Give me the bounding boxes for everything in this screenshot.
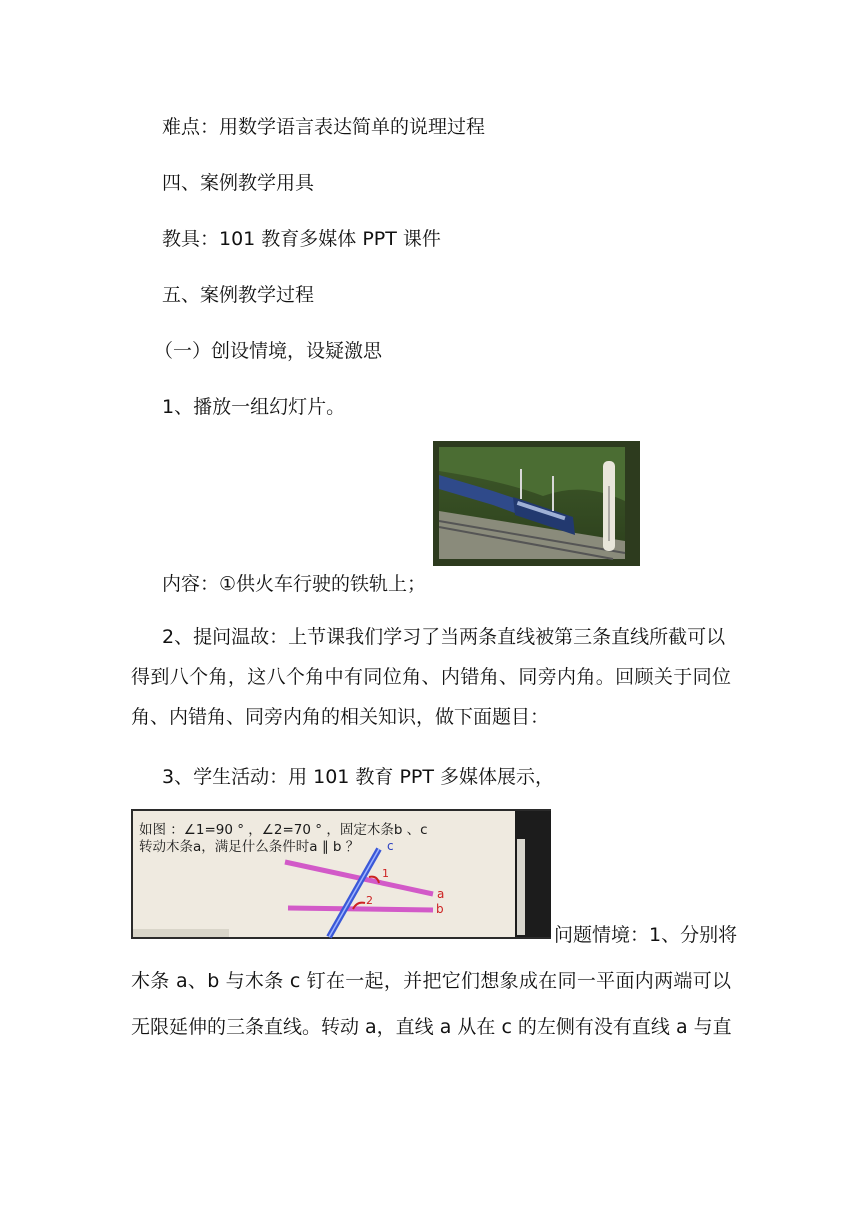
problem-line-3: 无限延伸的三条直线。转动 a，直线 a 从在 c 的左侧有没有直线 a 与直: [131, 1016, 732, 1038]
slide-text-line-1: 如图 ：∠1=90 ° ，∠2=70 ° ，固定木条b 、c: [139, 822, 428, 838]
step-two-line-2: 得到八个角，这八个角中有同位角、内错角、同旁内角。回顾关于同位: [131, 666, 731, 688]
slide-label-b: b: [436, 902, 444, 916]
problem-line-1: 问题情境：1、分别将: [554, 924, 738, 946]
subsection-one-heading: （一）创设情境，设疑激思: [154, 340, 383, 362]
section-five-heading: 五、案例教学过程: [162, 284, 315, 306]
content-line: 内容：①供火车行驶的铁轨上；: [162, 573, 427, 595]
problem-line-2: 木条 a、b 与木条 c 钉在一起，并把它们想象成在同一平面内两端可以: [131, 970, 731, 992]
step-two-line-1: 2、提问温故：上节课我们学习了当两条直线被第三条直线所截可以: [162, 626, 726, 648]
slide-label-a: a: [437, 887, 445, 901]
train-photo: [433, 441, 640, 566]
tools-line: 教具：101 教育多媒体 PPT 课件: [162, 228, 441, 250]
step-three-line: 3、学生活动：用 101 教育 PPT 多媒体展示，: [162, 766, 555, 788]
step-two-line-3: 角、内错角、同旁内角的相关知识，做下面题目：: [131, 706, 550, 728]
ppt-slide-photo: [131, 809, 551, 939]
slide-label-c: c: [387, 839, 394, 853]
slide-text-line-2: 转动木条a，满足什么条件时a ∥ b ？: [139, 839, 360, 855]
step-one-line: 1、播放一组幻灯片。: [162, 396, 346, 418]
slide-angle-label-1: 1: [382, 867, 389, 880]
section-four-heading: 四、案例教学用具: [162, 172, 315, 194]
slide-angle-label-2: 2: [366, 894, 373, 907]
difficulty-line: 难点：用数学语言表达简单的说理过程: [162, 116, 486, 138]
